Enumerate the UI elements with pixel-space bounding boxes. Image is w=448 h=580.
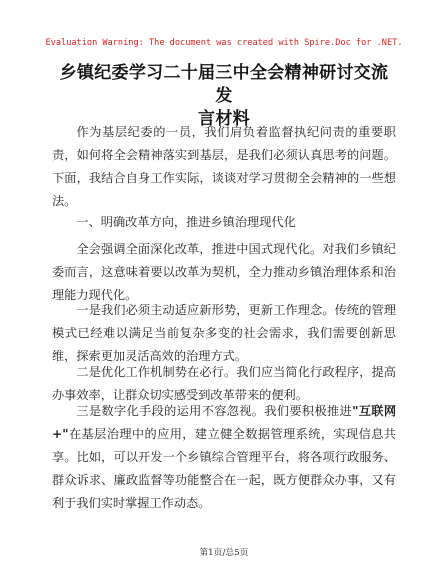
intro-paragraph: 作为基层纪委的一员，我们肩负着监督执纪问责的重要职责，如何将全会精神落实到基层，是我们必须认真思考的问题。下面，我结合自身工作实际，谈谈对学习贯彻全会精神的一些想法。 <box>52 125 396 208</box>
paragraph-reform-emphasis: 全会强调全面深化改革，推进中国式现代化。对我们乡镇纪委而言，这意味着要以改革为契机，全力推动乡镇治理体系和治理能力现代化。 <box>52 242 396 302</box>
title-line-2: 言材料 <box>198 109 250 129</box>
page-number-footer: 第1页/总5页 <box>199 548 249 558</box>
paragraph-point-three <box>52 400 396 515</box>
section-heading-1: 一、明确改革方向，推进乡镇治理现代化 <box>76 215 296 229</box>
title-line-1: 乡镇纪委学习二十届三中全会精神研讨交流发 <box>59 63 389 106</box>
point-three-text-start: 三是数字化手段的运用不容忽视。我们要积极推进 <box>76 404 353 418</box>
paragraph-point-one: 一是我们必须主动适应新形势，更新工作理念。传统的管理模式已经难以满足当前复杂多变的社会需求，我们需要创新思维，探索更加灵活高效的治理方式。 <box>52 303 396 363</box>
point-three-text-end: 在基层治理中的应用，建立健全数据管理系统，实现信息共享。比如，可以开发一个乡镇综合管理平台，将各项行政服务、群众诉求、廉政监督等功能整合在一起，既方便群众办事，又有利于我们实时掌握工作动态。 <box>52 427 396 510</box>
evaluation-warning: Evaluation Warning: The document was created with Spire.Doc for .NET. <box>45 38 403 48</box>
internet-plus-term: "互联网+" <box>52 404 397 441</box>
paragraph-point-two: 二是优化工作机制势在必行。我们应当简化行政程序，提高办事效率，让群众切实感受到改革带来的便利。 <box>52 365 396 402</box>
